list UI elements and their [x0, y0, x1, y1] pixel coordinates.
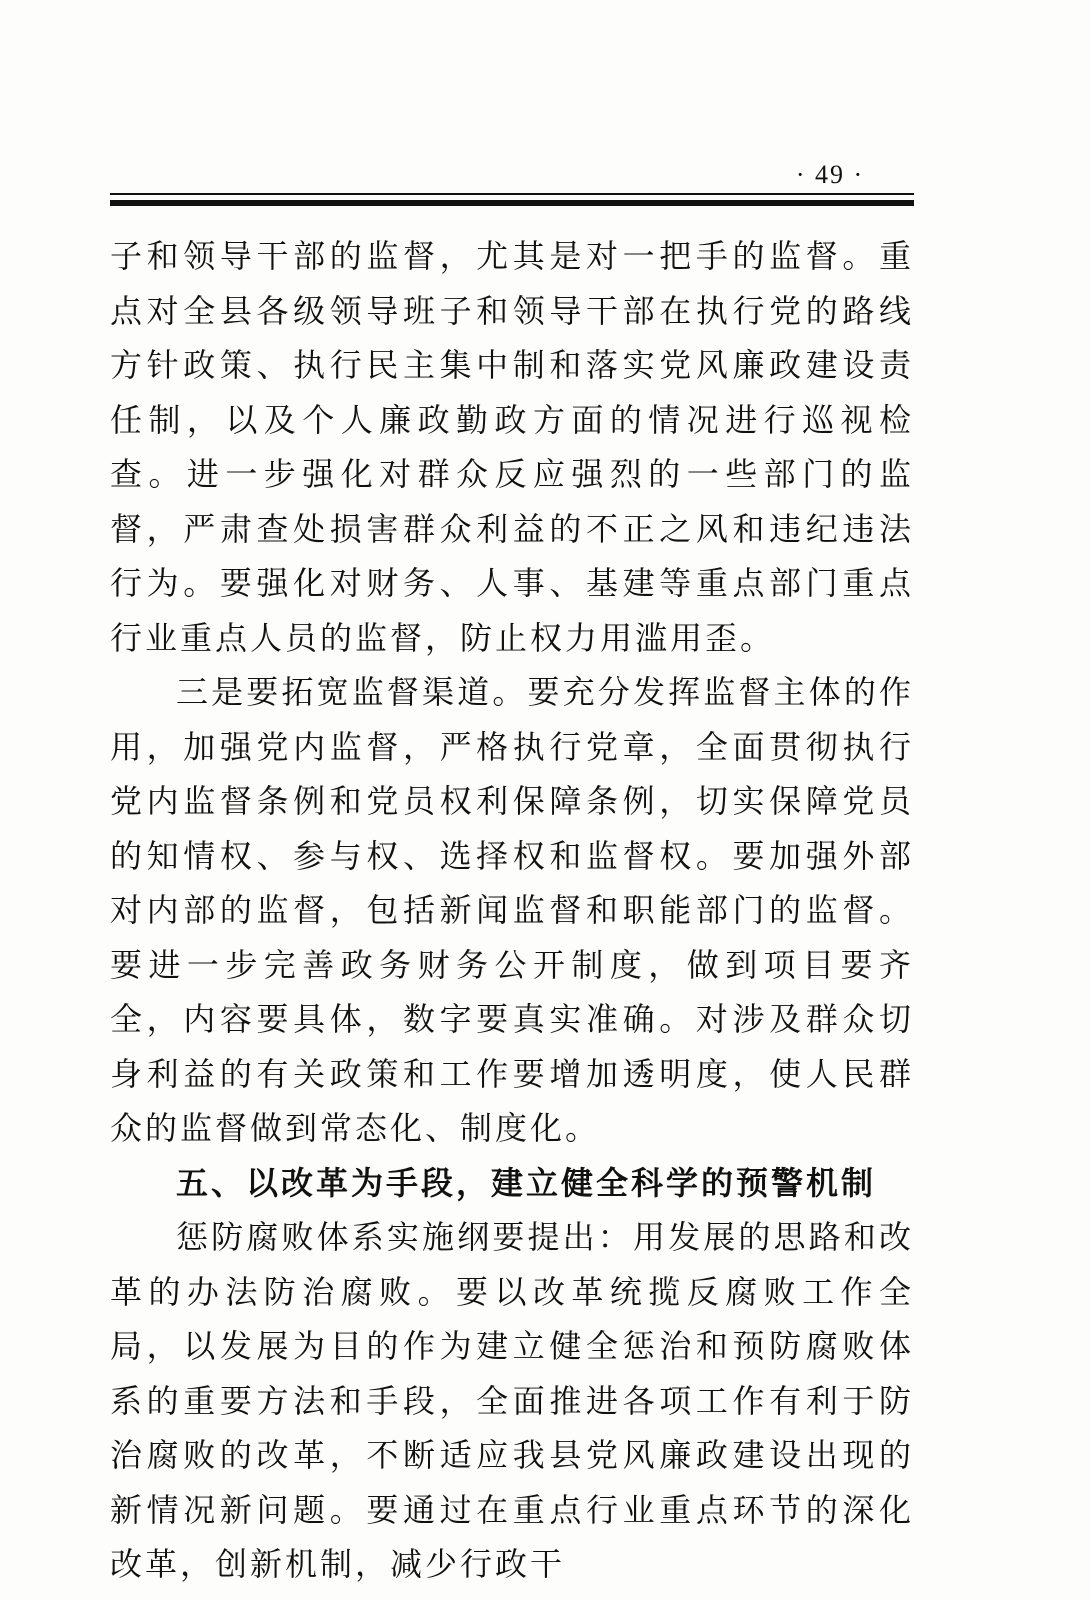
page-number: · 49 · [795, 160, 865, 189]
header-rule-thick [110, 200, 914, 206]
body-text [110, 229, 914, 1592]
header-rule-thin [110, 193, 914, 195]
paragraph-continued: 子和领导干部的监督，尤其是对一把手的监督。重点对全县各级领导班子和领导干部在执行党的路线方针政策、执行民主集中制和落实党风廉政建设责任制，以及个人廉政勤政方面的情况进行巡视检查。进一步强化对群众反应强烈的一些部门的监督，严肃查处损害群众利益的不正之风和违纪违法行为。要强化对财务、人事、基建等重点部门重点行业重点人员的监督，防止权力用滥用歪。 [110, 237, 914, 657]
section-heading: 五、以改革为手段，建立健全科学的预警机制 [176, 1163, 877, 1202]
paragraph-reform: 惩防腐败体系实施纲要提出：用发展的思路和改革的办法防治腐败。要以改革统揽反腐败工作全局，以发展为目的作为建立健全惩治和预防腐败体系的重要方法和手段，全面推进各项工作有利于防治腐败的改革，不断适应我县党风廉政建设出现的新情况新问题。要通过在重点行业重点环节的深化改革，创新机制，减少行政干 [110, 1218, 914, 1583]
paragraph-supervision-channels: 三是要拓宽监督渠道。要充分发挥监督主体的作用，加强党内监督，严格执行党章，全面贯彻执行党内监督条例和党员权利保障条例，切实保障党员的知情权、参与权、选择权和监督权。要加强外部对内部的监督，包括新闻监督和职能部门的监督。要进一步完善政务财务公开制度，做到项目要齐全，内容要具体，数字要真实准确。对涉及群众切身利益的有关政策和工作要增加透明度，使人民群众的监督做到常态化、制度化。 [110, 673, 914, 1147]
